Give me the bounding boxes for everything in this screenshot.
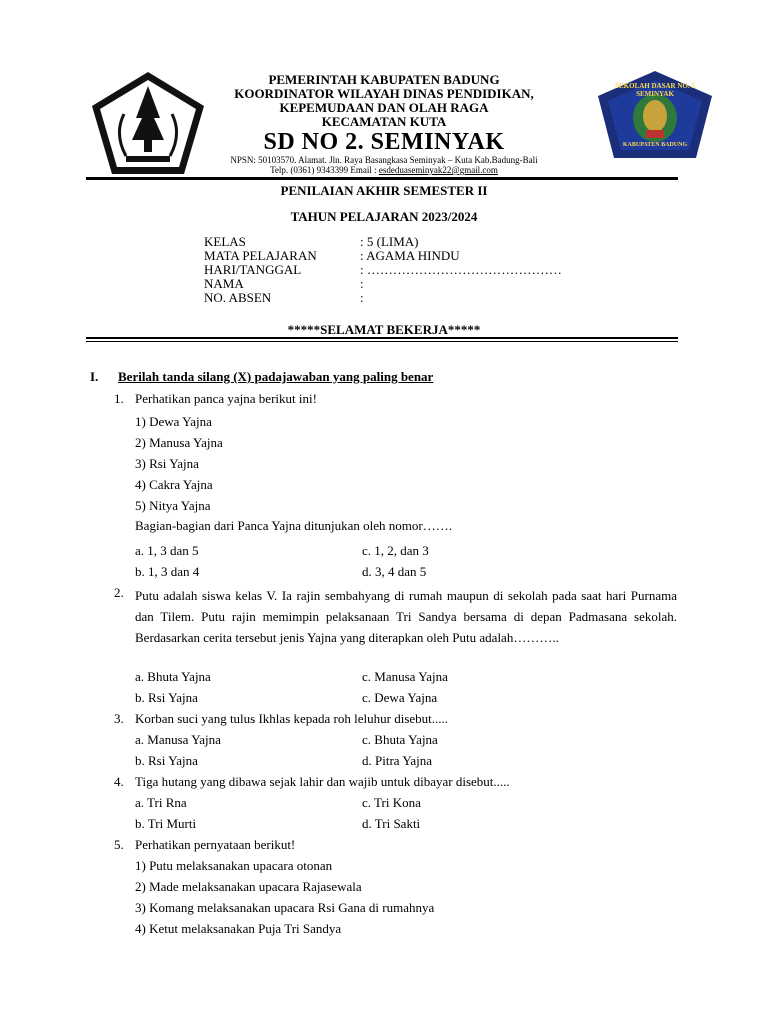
question-5-text: Perhatikan pernyataan berikut!	[135, 837, 296, 852]
question-4-text: Tiga hutang yang dibawa sejak lahir dan wajib untuk dibayar disebut.....	[135, 774, 510, 789]
email-link[interactable]: esdeduaseminyak22@gmail.com	[378, 165, 498, 175]
greeting-divider-2	[86, 341, 678, 342]
greeting-divider-1	[86, 337, 678, 339]
header-line-2: KOORDINATOR WILAYAH DINAS PENDIDIKAN,	[234, 86, 534, 101]
contact-prefix: Telp. (0361) 9343399 Email :	[270, 165, 379, 175]
question-4-number: 4.	[114, 774, 124, 789]
question-3-option-a[interactable]: a. Manusa Yajna	[135, 732, 221, 747]
identity-label-mapel: MATA PELAJARAN	[204, 248, 317, 263]
question-5-list-item: 4) Ketut melaksanakan Puja Tri Sandya	[135, 921, 342, 936]
identity-label-nama: NAMA	[204, 276, 244, 291]
identity-value-tanggal[interactable]: : ………………………………………	[360, 262, 562, 277]
question-1-list-item: 1) Dewa Yajna	[135, 414, 212, 429]
question-4-option-d[interactable]: d. Tri Sakti	[362, 816, 421, 831]
question-2-option-a[interactable]: a. Bhuta Yajna	[135, 669, 211, 684]
question-2-option-d[interactable]: c. Dewa Yajna	[362, 690, 438, 705]
right-logo-text: SEKOLAH DASAR NO. 2 SEMINYAK	[615, 82, 695, 98]
question-3-option-b[interactable]: b. Rsi Yajna	[135, 753, 198, 768]
question-4-option-b[interactable]: b. Tri Murti	[135, 816, 197, 831]
question-1-option-c[interactable]: c. 1, 2, dan 3	[362, 543, 429, 558]
identity-label-kelas: KELAS	[204, 234, 246, 249]
question-2-number: 2.	[114, 585, 124, 600]
greeting: *****SELAMAT BEKERJA*****	[287, 322, 481, 337]
question-4-option-c[interactable]: c. Tri Kona	[362, 795, 421, 810]
question-1-list-item: 2) Manusa Yajna	[135, 435, 223, 450]
question-1-list-item: 4) Cakra Yajna	[135, 477, 213, 492]
question-2-text: Putu adalah siswa kelas V. Ia rajin sembahyang di rumah maupun di sekolah pada saat hari Purnama dan Tilem. Putu rajin memimpin pelaksanaan Tri Sandya bersama di depan Padmasana sekolah. Berdasarkan cerita tersebut jenis Yajna yang diterapkan oleh Putu adalah………..	[135, 588, 677, 645]
header-divider	[86, 177, 678, 180]
question-1-stem: Bagian-bagian dari Panca Yajna ditunjukan oleh nomor…….	[135, 518, 452, 533]
header-line-4: KECAMATAN KUTA	[321, 114, 447, 129]
identity-value-kelas: : 5 (LIMA)	[360, 234, 419, 249]
school-address: NPSN: 50103570. Alamat. Jln. Raya Basangkasa Seminyak – Kuta Kab.Badung-Bali	[230, 155, 538, 165]
identity-value-absen[interactable]: :	[360, 290, 364, 305]
question-1-number: 1.	[114, 391, 124, 406]
question-5-list-item: 2) Made melaksanakan upacara Rajasewala	[135, 879, 362, 894]
question-1-option-d[interactable]: d. 3, 4 dan 5	[362, 564, 427, 579]
identity-value-nama[interactable]: :	[360, 276, 364, 291]
question-3-option-c[interactable]: c. Bhuta Yajna	[362, 732, 438, 747]
question-5-list-item: 1) Putu melaksanakan upacara otonan	[135, 858, 333, 873]
header-line-3: KEPEMUDAAN DAN OLAH RAGA	[279, 100, 489, 115]
school-name: SD NO 2. SEMINYAK	[263, 129, 505, 155]
question-2-option-b[interactable]: b. Rsi Yajna	[135, 690, 198, 705]
right-logo-bottom: KABUPATEN BADUNG	[622, 142, 688, 148]
question-2-option-c[interactable]: c. Manusa Yajna	[362, 669, 448, 684]
section-number: I.	[90, 369, 99, 384]
identity-label-absen: NO. ABSEN	[204, 290, 272, 305]
header-line-1: PEMERINTAH KABUPATEN BADUNG	[268, 72, 500, 87]
school-contact	[0, 165, 768, 175]
section-instruction: Berilah tanda silang (X) padajawaban yang paling benar	[118, 369, 434, 384]
year-title: TAHUN PELAJARAN 2023/2024	[290, 209, 478, 224]
identity-label-tanggal: HARI/TANGGAL	[204, 262, 302, 277]
question-3-text: Korban suci yang tulus Ikhlas kepada roh leluhur disebut.....	[135, 711, 449, 726]
question-1-option-a[interactable]: a. 1, 3 dan 5	[135, 543, 199, 558]
question-3-option-d[interactable]: d. Pitra Yajna	[362, 753, 433, 768]
question-1-list-item: 5) Nitya Yajna	[135, 498, 211, 513]
question-1-option-b[interactable]: b. 1, 3 dan 4	[135, 564, 200, 579]
question-3-number: 3.	[114, 711, 124, 726]
question-4-option-a[interactable]: a. Tri Rna	[135, 795, 187, 810]
question-5-list-item: 3) Komang melaksanakan upacara Rsi Gana di rumahnya	[135, 900, 435, 915]
question-1-text: Perhatikan panca yajna berikut ini!	[135, 391, 317, 406]
question-1-list-item: 3) Rsi Yajna	[135, 456, 199, 471]
identity-value-mapel: : AGAMA HINDU	[360, 248, 460, 263]
question-5-number: 5.	[114, 837, 124, 852]
exam-title: PENILAIAN AKHIR SEMESTER II	[280, 183, 488, 198]
